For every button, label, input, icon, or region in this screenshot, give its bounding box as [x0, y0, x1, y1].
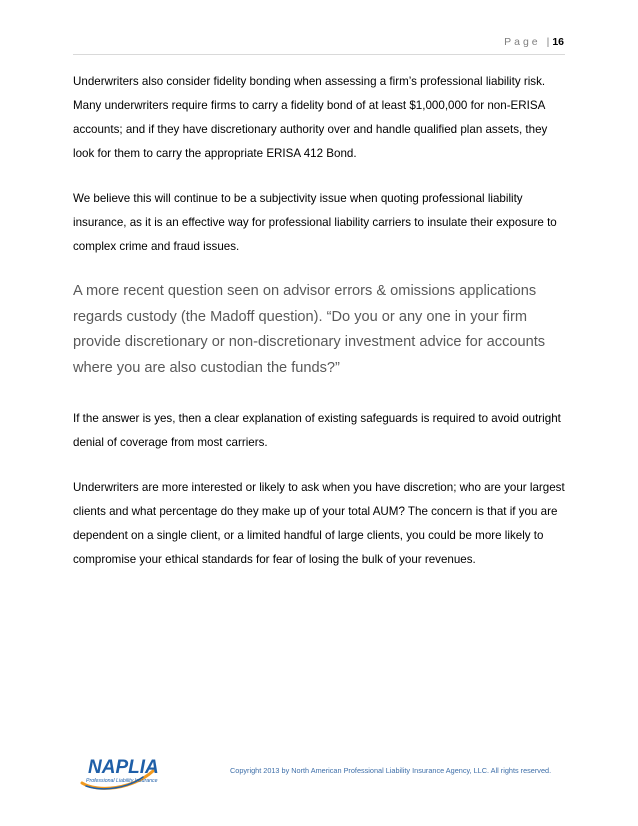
- logo-tagline: Professional Liability Insurance: [86, 778, 158, 784]
- copyright-notice: Copyright 2013 by North American Professional Liability Insurance Agency, LLC. All rights reserved.: [230, 766, 552, 775]
- header-separator: |: [546, 36, 550, 48]
- pull-quote: A more recent question seen on advisor errors & omissions applications regards custody (the Madoff question). “Do you or any one in your firm provide discretionary or non-discretionary investment advice for accounts where you are also custodian the funds?”: [73, 283, 546, 376]
- page-number: 16: [552, 36, 564, 48]
- naplia-logo: [78, 753, 188, 793]
- paragraph-discretion: Underwriters are more interested or likely to ask when you have discretion; who are your largest clients and what percentage do they make up of your total AUM? The concern is that if you are dependent on a single client, or a limited handful of large clients, you could be more likely to compromise your ethical standards for fear of losing the bulk of your revenues.: [73, 481, 565, 566]
- paragraph-subjectivity: We believe this will continue to be a subjectivity issue when quoting professional liability insurance, as it is an effective way for professional liability carriers to insulate their exposure to complex crime and fraud issues.: [73, 192, 557, 253]
- paragraph-safeguards: If the answer is yes, then a clear explanation of existing safeguards is required to avoid outright denial of coverage from most carriers.: [73, 412, 561, 449]
- paragraph-fidelity-bonding: Underwriters also consider fidelity bonding when assessing a firm’s professional liability risk. Many underwriters require firms to carry a fidelity bond of at least $1,000,000 for non-ERISA accounts; and if they have discretionary authority over and handle qualified plan assets, they look for them to carry the appropriate ERISA 412 Bond.: [73, 75, 548, 160]
- page-header: [504, 36, 564, 48]
- logo-wordmark: NAPLIA: [88, 757, 159, 778]
- page-label: Page: [504, 36, 541, 48]
- header-rule: [73, 54, 565, 55]
